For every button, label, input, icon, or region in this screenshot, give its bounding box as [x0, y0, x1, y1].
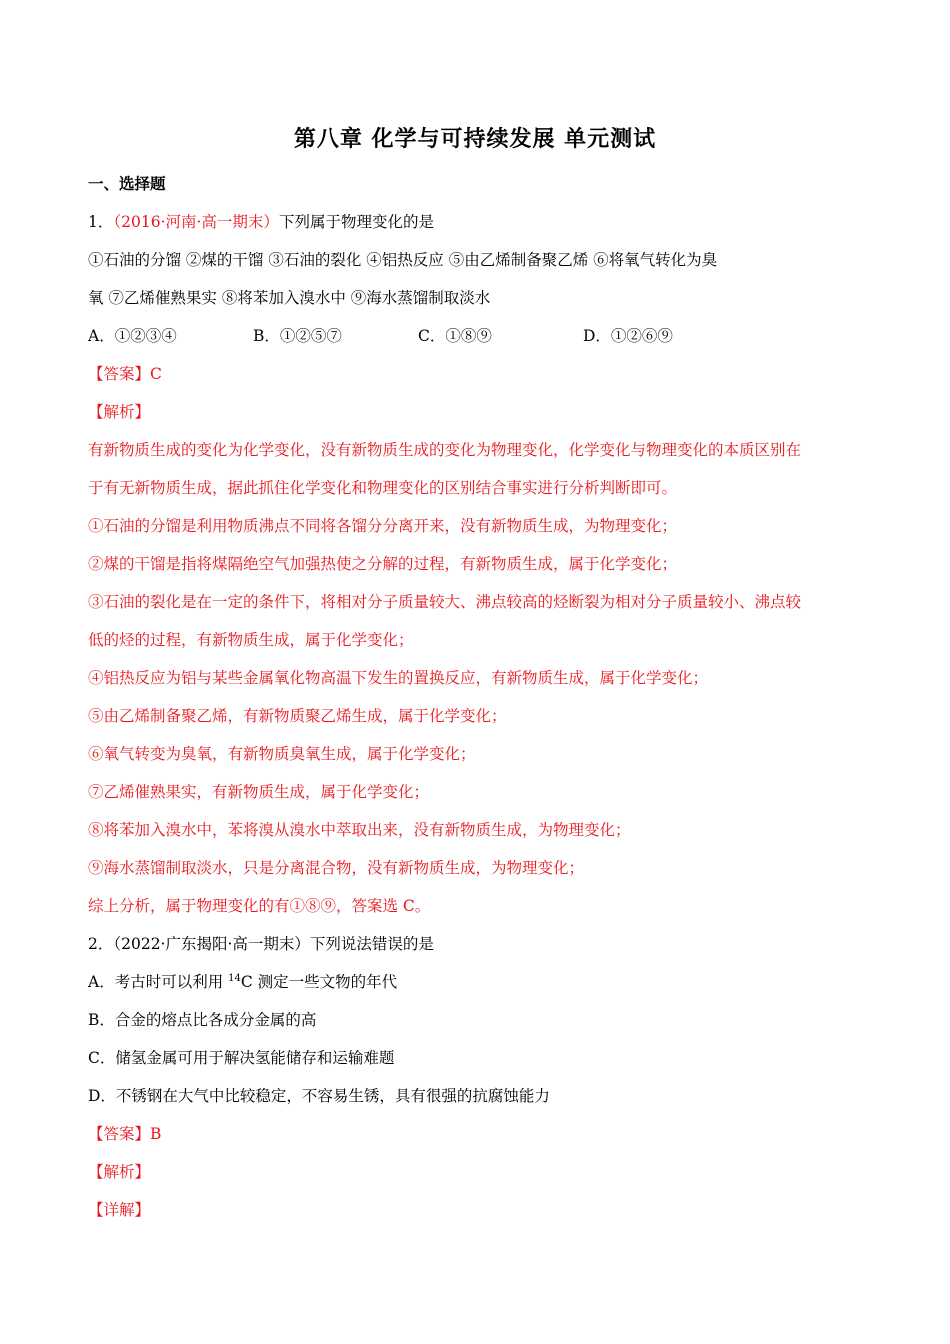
analysis-line: ③石油的裂化是在一定的条件下，将相对分子质量较大、沸点较高的烃断裂为相对分子质量较小、沸点较 — [88, 593, 802, 611]
question-2-detail-label: 【详解】 — [88, 1201, 151, 1219]
question-1-answer: 【答案】C — [88, 365, 162, 383]
question-2-option-a: A．考古时可以利用 $^{14}$C 测定一些文物的年代 — [88, 972, 398, 991]
option-b: B．①②⑤⑦ — [253, 327, 342, 345]
question-1-items-line-2: 氧 ⑦乙烯催熟果实 ⑧将苯加入溴水中 ⑨海水蒸馏制取淡水 — [88, 289, 491, 307]
analysis-line: ⑦乙烯催熟果实，有新物质生成，属于化学变化； — [88, 783, 430, 801]
analysis-line: 于有无新物质生成，据此抓住化学变化和物理变化的区别结合事实进行分析判断即可。 — [88, 479, 678, 497]
question-source: （2016·河南·高一期末） — [113, 213, 279, 231]
question-2-option-c: C．储氢金属可用于解决氢能储存和运输难题 — [88, 1049, 395, 1067]
analysis-line: 有新物质生成的变化为化学变化，没有新物质生成的变化为物理变化，化学变化与物理变化的本质区别在 — [88, 441, 802, 459]
question-number: 1． — [88, 213, 114, 231]
analysis-line: ⑧将苯加入溴水中，苯将溴从溴水中萃取出来，没有新物质生成，为物理变化； — [88, 821, 631, 839]
option-c: C．①⑧⑨ — [418, 327, 492, 345]
option-a: A．①②③④ — [88, 327, 177, 345]
page-title: 第八章 化学与可持续发展 单元测试 — [293, 127, 657, 152]
question-1-options — [88, 326, 878, 346]
analysis-line: ⑤由乙烯制备聚乙烯，有新物质聚乙烯生成，属于化学变化； — [88, 707, 507, 725]
option-d: D．①②⑥⑨ — [583, 327, 673, 345]
analysis-line: ②煤的干馏是指将煤隔绝空气加强热使之分解的过程，有新物质生成，属于化学变化； — [88, 555, 678, 573]
analysis-line: ①石油的分馏是利用物质沸点不同将各馏分分离开来，没有新物质生成，为物理变化； — [88, 517, 678, 535]
analysis-line: ⑥氧气转变为臭氧，有新物质臭氧生成，属于化学变化； — [88, 745, 476, 763]
question-2-option-d: D．不锈钢在大气中比较稳定，不容易生锈，具有很强的抗腐蚀能力 — [88, 1087, 550, 1105]
question-1-stem — [88, 212, 878, 232]
question-2-answer: 【答案】B — [88, 1125, 162, 1143]
analysis-conclusion: 综上分析，属于物理变化的有①⑧⑨，答案选 C。 — [88, 897, 431, 915]
question-2-option-b: B．合金的熔点比各成分金属的高 — [88, 1011, 317, 1029]
question-text: 下列属于物理变化的是 — [278, 213, 434, 231]
analysis-line: ④铝热反应为铝与某些金属氧化物高温下发生的置换反应，有新物质生成，属于化学变化； — [88, 669, 709, 687]
question-2-analysis-label: 【解析】 — [88, 1163, 151, 1181]
section-heading: 一、选择题 — [88, 175, 166, 193]
question-1-analysis-label: 【解析】 — [88, 403, 151, 421]
analysis-line: 低的烃的过程，有新物质生成，属于化学变化； — [88, 631, 414, 649]
analysis-line: ⑨海水蒸馏制取淡水，只是分离混合物，没有新物质生成，为物理变化； — [88, 859, 585, 877]
question-2-stem: 2．（2022·广东揭阳·高一期末）下列说法错误的是 — [88, 935, 434, 953]
question-1-items-line-1: ①石油的分馏 ②煤的干馏 ③石油的裂化 ④铝热反应 ⑤由乙烯制备聚乙烯 ⑥将氧气转化为臭 — [88, 251, 718, 269]
